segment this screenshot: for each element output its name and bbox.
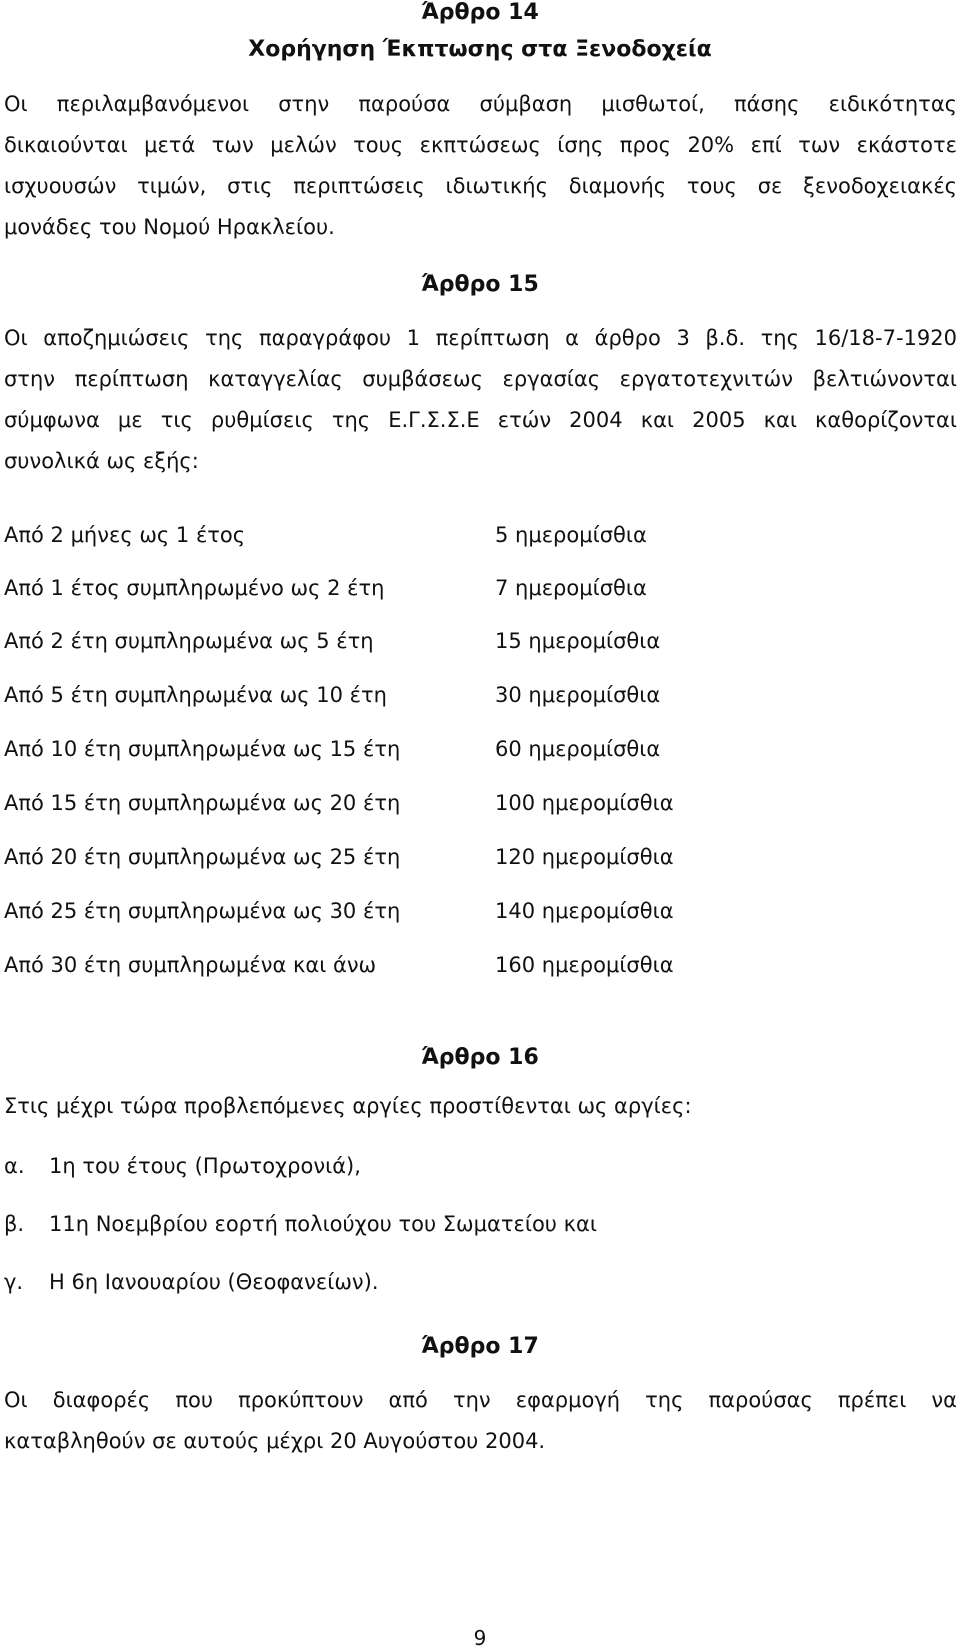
page-number: 9 [473,1626,487,1650]
table-row [4,788,944,818]
table-row [4,573,944,603]
paragraph-line: συνολικά ως εξής: [4,449,199,473]
paragraph-line: καταβληθούν σε αυτούς μέχρι 20 Αυγούστου 2004. [4,1429,546,1453]
table-row [4,842,944,872]
article-17-paragraph [4,1380,957,1462]
intro-text: Στις μέχρι τώρα προβλεπόμενες αργίες προστίθενται ως αργίες: [4,1094,692,1118]
period-cell: Από 10 έτη συμπληρωμένα ως 15 έτη [4,737,401,761]
compensation-cell: 160 ημερομίσθια [495,953,674,977]
article-15-paragraph [4,318,957,482]
compensation-cell: 7 ημερομίσθια [495,576,647,600]
period-cell: Από 1 έτος συμπληρωμένο ως 2 έτη [4,576,385,600]
period-cell: Από 2 έτη συμπληρωμένα ως 5 έτη [4,629,374,653]
paragraph-line: σύμφωνα με τις ρυθμίσεις της Ε.Γ.Σ.Σ.Ε ετών 2004 και 2005 και καθορίζονται [4,408,957,432]
compensation-cell: 120 ημερομίσθια [495,845,674,869]
list-marker: α. [4,1154,25,1178]
article-16-heading: Άρθρο 16 [421,1045,539,1070]
article-14-heading: Άρθρο 14 [421,0,539,25]
table-row [4,680,944,710]
list-item-text: Η 6η Ιανουαρίου (Θεοφανείων). [49,1270,379,1294]
paragraph-line: στην περίπτωση καταγγελίας συμβάσεως εργασίας εργατοτεχνιτών βελτιώνονται [4,367,957,391]
article-15-heading: Άρθρο 15 [421,272,539,297]
article-14-subheading: Χορήγηση Έκπτωσης στα Ξενοδοχεία [248,37,712,62]
article-14-paragraph [4,84,957,248]
list-marker: β. [4,1212,25,1236]
compensation-cell: 5 ημερομίσθια [495,523,647,547]
table-row [4,896,944,926]
period-cell: Από 20 έτη συμπληρωμένα ως 25 έτη [4,845,401,869]
compensation-cell: 100 ημερομίσθια [495,791,674,815]
period-cell: Από 5 έτη συμπληρωμένα ως 10 έτη [4,683,387,707]
list-item-text: 1η του έτους (Πρωτοχρονιά), [49,1154,361,1178]
table-row [4,520,944,550]
table-row [4,626,944,656]
compensation-cell: 140 ημερομίσθια [495,899,674,923]
compensation-cell: 30 ημερομίσθια [495,683,661,707]
period-cell: Από 15 έτη συμπληρωμένα ως 20 έτη [4,791,401,815]
period-cell: Από 30 έτη συμπληρωμένα και άνω [4,953,377,977]
paragraph-line: μονάδες του Νομού Ηρακλείου. [4,215,335,239]
list-item-text: 11η Νοεμβρίου εορτή πολιούχου του Σωματείου και [49,1212,597,1236]
paragraph-line: Οι αποζημιώσεις της παραγράφου 1 περίπτωση α άρθρο 3 β.δ. της 16/18-7-1920 [4,326,957,350]
period-cell: Από 25 έτη συμπληρωμένα ως 30 έτη [4,899,401,923]
paragraph-line: Οι περιλαμβανόμενοι στην παρούσα σύμβαση μισθωτοί, πάσης ειδικότητας [4,92,957,116]
list-marker: γ. [4,1270,24,1294]
period-cell: Από 2 μήνες ως 1 έτος [4,523,246,547]
compensation-cell: 15 ημερομίσθια [495,629,661,653]
paragraph-line: ισχυουσών τιμών, στις περιπτώσεις ιδιωτικής διαμονής τους σε ξενοδοχειακές [4,174,957,198]
table-row [4,950,944,980]
compensation-cell: 60 ημερομίσθια [495,737,661,761]
paragraph-line: Οι διαφορές που προκύπτουν από την εφαρμογή της παρούσας πρέπει να [4,1388,957,1412]
paragraph-line: δικαιούνται μετά των μελών τους εκπτώσεως ίσης προς 20% επί των εκάστοτε [4,133,957,157]
table-row [4,734,944,764]
article-17-heading: Άρθρο 17 [421,1334,539,1359]
article-16-intro [4,1091,692,1121]
